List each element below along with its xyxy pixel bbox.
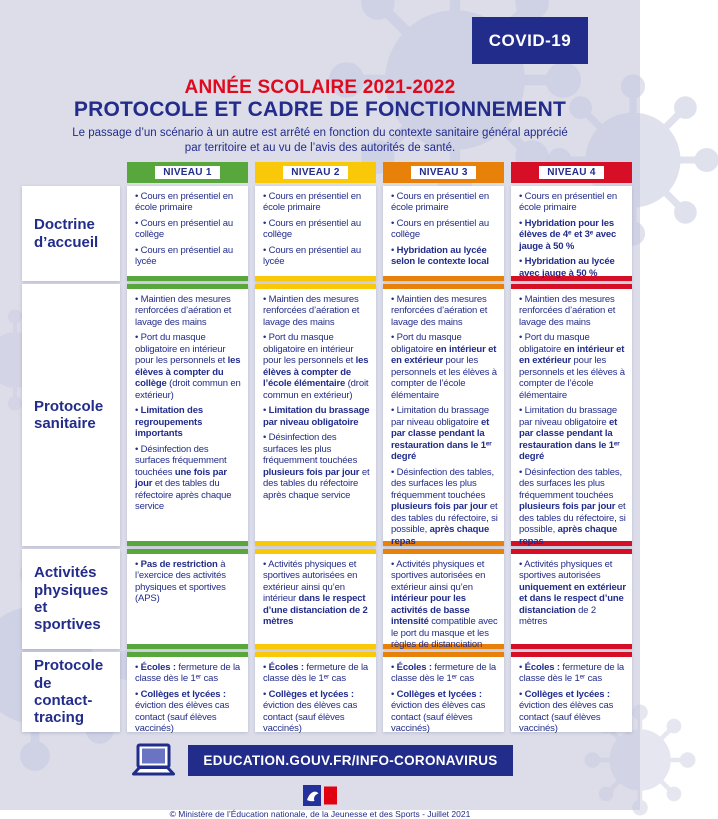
row-label-contact-tracing: Protocole de contact-tracing [22,652,120,732]
footer [0,785,640,819]
bullet-item: • Écoles : fermeture de la classe dès le 1ᵉʳ cas [519,662,625,685]
cell-doctrine-niveau-1 [127,186,248,281]
bullet-item: • Collèges et lycées : éviction des élèves cas contact (sauf élèves vaccinés) [263,688,358,735]
cell-tracing-niveau-3 [383,652,504,735]
cell-doctrine-niveau-3 [383,186,504,281]
bullet-item: • Maintien des mesures renforcées d’aération et lavage des mains [519,294,616,328]
bullet-item: • Activités physiques et sportives autorisées en extérieur ainsi qu’en intérieur dans le respect d’une distanciation de 2 mètres [263,559,368,628]
info-banner-row [0,743,640,778]
bullet-item: • Maintien des mesures renforcées d’aération et lavage des mains [263,294,360,328]
bullet-item: • Collèges et lycées : éviction des élèves cas contact (sauf élèves vaccinés) [135,688,230,735]
row-label-activites-physiques: Activités physiques et sportives [22,549,120,649]
bullet-item: • Désinfection des surfaces les plus fréquemment touchées plusieurs fois par jour et des tables du réfectoire après chaque service [263,432,370,501]
bullet-item: • Limitation des regroupements importants [135,405,203,440]
table-corner-spacer [22,162,120,183]
bullet-item: • Écoles : fermeture de la classe dès le 1ᵉʳ cas [263,662,369,685]
bullet-item: • Cours en présentiel en école primaire [135,191,233,214]
bullet-item: • Écoles : fermeture de la classe dès le 1ᵉʳ cas [135,662,241,685]
bullet-item: • Cours en présentiel au lycée [263,244,361,268]
bullet-item: • Port du masque obligatoire en intérieur et en extérieur pour les personnels et les élèves à compter de l’école élémentaire [391,332,497,401]
bullet-item: • Maintien des mesures renforcées d’aération et lavage des mains [391,294,488,328]
bullet-item: • Activités physiques et sportives autorisées en extérieur ainsi qu’en intérieur pour les activités de basse intensité compatible avec le port du masque et les règles de distanciation [391,559,498,651]
level-header-niveau-3 [383,162,504,183]
footer-credit: © Ministère de l’Éducation nationale, de la Jeunesse et des Sports - Juillet 2021 [169,809,471,819]
row-label-protocole-sanitaire: Protocole sanitaire [22,284,120,546]
bullet-item: • Limitation du brassage par niveau obligatoire [263,405,370,428]
bullet-item: • Port du masque obligatoire en intérieur et en extérieur pour les personnels et les élèves à compter de l’école élémentaire [519,332,625,401]
info-banner-link[interactable]: EDUCATION.GOUV.FR/INFO-CORONAVIRUS [188,745,512,776]
title-protocol: PROTOCOLE ET CADRE DE FONCTIONNEMENT [73,98,567,121]
bullet-item: • Cours en présentiel au collège [263,217,361,241]
bullet-item: • Maintien des mesures renforcées d’aération et lavage des mains [135,294,232,328]
cell-doctrine-niveau-2 [255,186,376,281]
protocol-table [22,162,632,735]
cell-activites-niveau-3 [383,549,504,649]
bullet-item: • Collèges et lycées : éviction des élèves cas contact (sauf élèves vaccinés) [391,688,486,735]
level-label: NIVEAU 3 [411,166,476,179]
title-school-year: ANNÉE SCOLAIRE 2021-2022 [184,77,456,98]
bullet-item: • Hybridation pour les élèves de 4ᵉ et 3ᵉ avec jauge à 50 % [519,217,617,252]
level-header-niveau-4 [511,162,632,183]
bullet-item: • Limitation du brassage par niveau obligatoire et par classe pendant la restauration dans le 1ᵉʳ degré [519,405,620,463]
bullet-item: • Désinfection des surfaces fréquemment touchées une fois par jour et des tables du réfectoire après chaque service [135,443,232,513]
bullet-item: • Cours en présentiel en école primaire [263,191,361,214]
cell-tracing-niveau-1 [127,652,248,735]
row-label-doctrine-accueil: Doctrine d’accueil [22,186,120,281]
bullet-item: • Désinfection des tables, des surfaces les plus fréquemment touchées plusieurs fois par jour et des tables du réfectoire, si possible, après chaque repas [391,466,498,547]
level-label: NIVEAU 1 [155,166,220,179]
cell-sanitaire-niveau-2 [255,284,376,546]
cell-activites-niveau-1 [127,549,248,649]
bullet-item: • Écoles : fermeture de la classe dès le 1ᵉʳ cas [391,662,497,685]
bullet-item: • Cours en présentiel en école primaire [391,191,489,214]
bullet-item: • Cours en présentiel au collège [391,217,489,241]
cell-doctrine-niveau-4 [511,186,632,281]
level-header-niveau-2 [255,162,376,183]
bullet-item: • Cours en présentiel au collège [135,217,233,241]
cell-activites-niveau-4 [511,549,632,649]
cell-tracing-niveau-4 [511,652,632,735]
covid-19-badge: COVID-19 [472,17,588,64]
cell-sanitaire-niveau-1 [127,284,248,546]
bullet-item: • Limitation du brassage par niveau obligatoire et par classe pendant la restauration dans le 1ᵉʳ degré [391,405,492,463]
bullet-item: • Cours en présentiel au lycée [135,244,233,268]
bullet-item: • Désinfection des tables, des surfaces les plus fréquemment touchées plusieurs fois par jour et des tables du réfectoire, si possible, après chaque repas [519,466,626,547]
bullet-item: • Cours en présentiel en école primaire [519,191,617,214]
level-label: NIVEAU 4 [539,166,604,179]
bullet-item: • Hybridation au lycée avec jauge à 50 % [519,256,615,279]
cell-sanitaire-niveau-3 [383,284,504,546]
bullet-item: • Activités physiques et sportives autorisées uniquement en extérieur et dans le respect d’une distanciation de 2 mètres [519,559,626,628]
subtitle-text: Le passage d’un scénario à un autre est arrêté en fonction du contexte sanitaire général apprécié par territoire et au vu de l’avis des autorités de santé. [72,127,568,154]
cell-sanitaire-niveau-4 [511,284,632,546]
bullet-item: • Port du masque obligatoire en intérieur pour les personnels et les élèves à compter du collège (droit commun en extérieur) [135,332,241,401]
bullet-item: • Collèges et lycées : éviction des élèves cas contact (sauf élèves vaccinés) [519,688,614,735]
bullet-item: • Port du masque obligatoire en intérieur pour les personnels et les élèves à compter de l’école élémentaire (droit commun en extérieur) [263,332,369,401]
bullet-item: • Hybridation au lycée selon le contexte local [391,244,489,268]
level-label: NIVEAU 2 [283,166,348,179]
cell-tracing-niveau-2 [255,652,376,735]
level-header-niveau-1 [127,162,248,183]
laptop-icon [127,743,179,778]
bullet-item: • Pas de restriction à l’exercice des activités physiques et sportives (APS) [135,559,226,605]
french-government-logo [302,785,338,806]
cell-activites-niveau-2 [255,549,376,649]
